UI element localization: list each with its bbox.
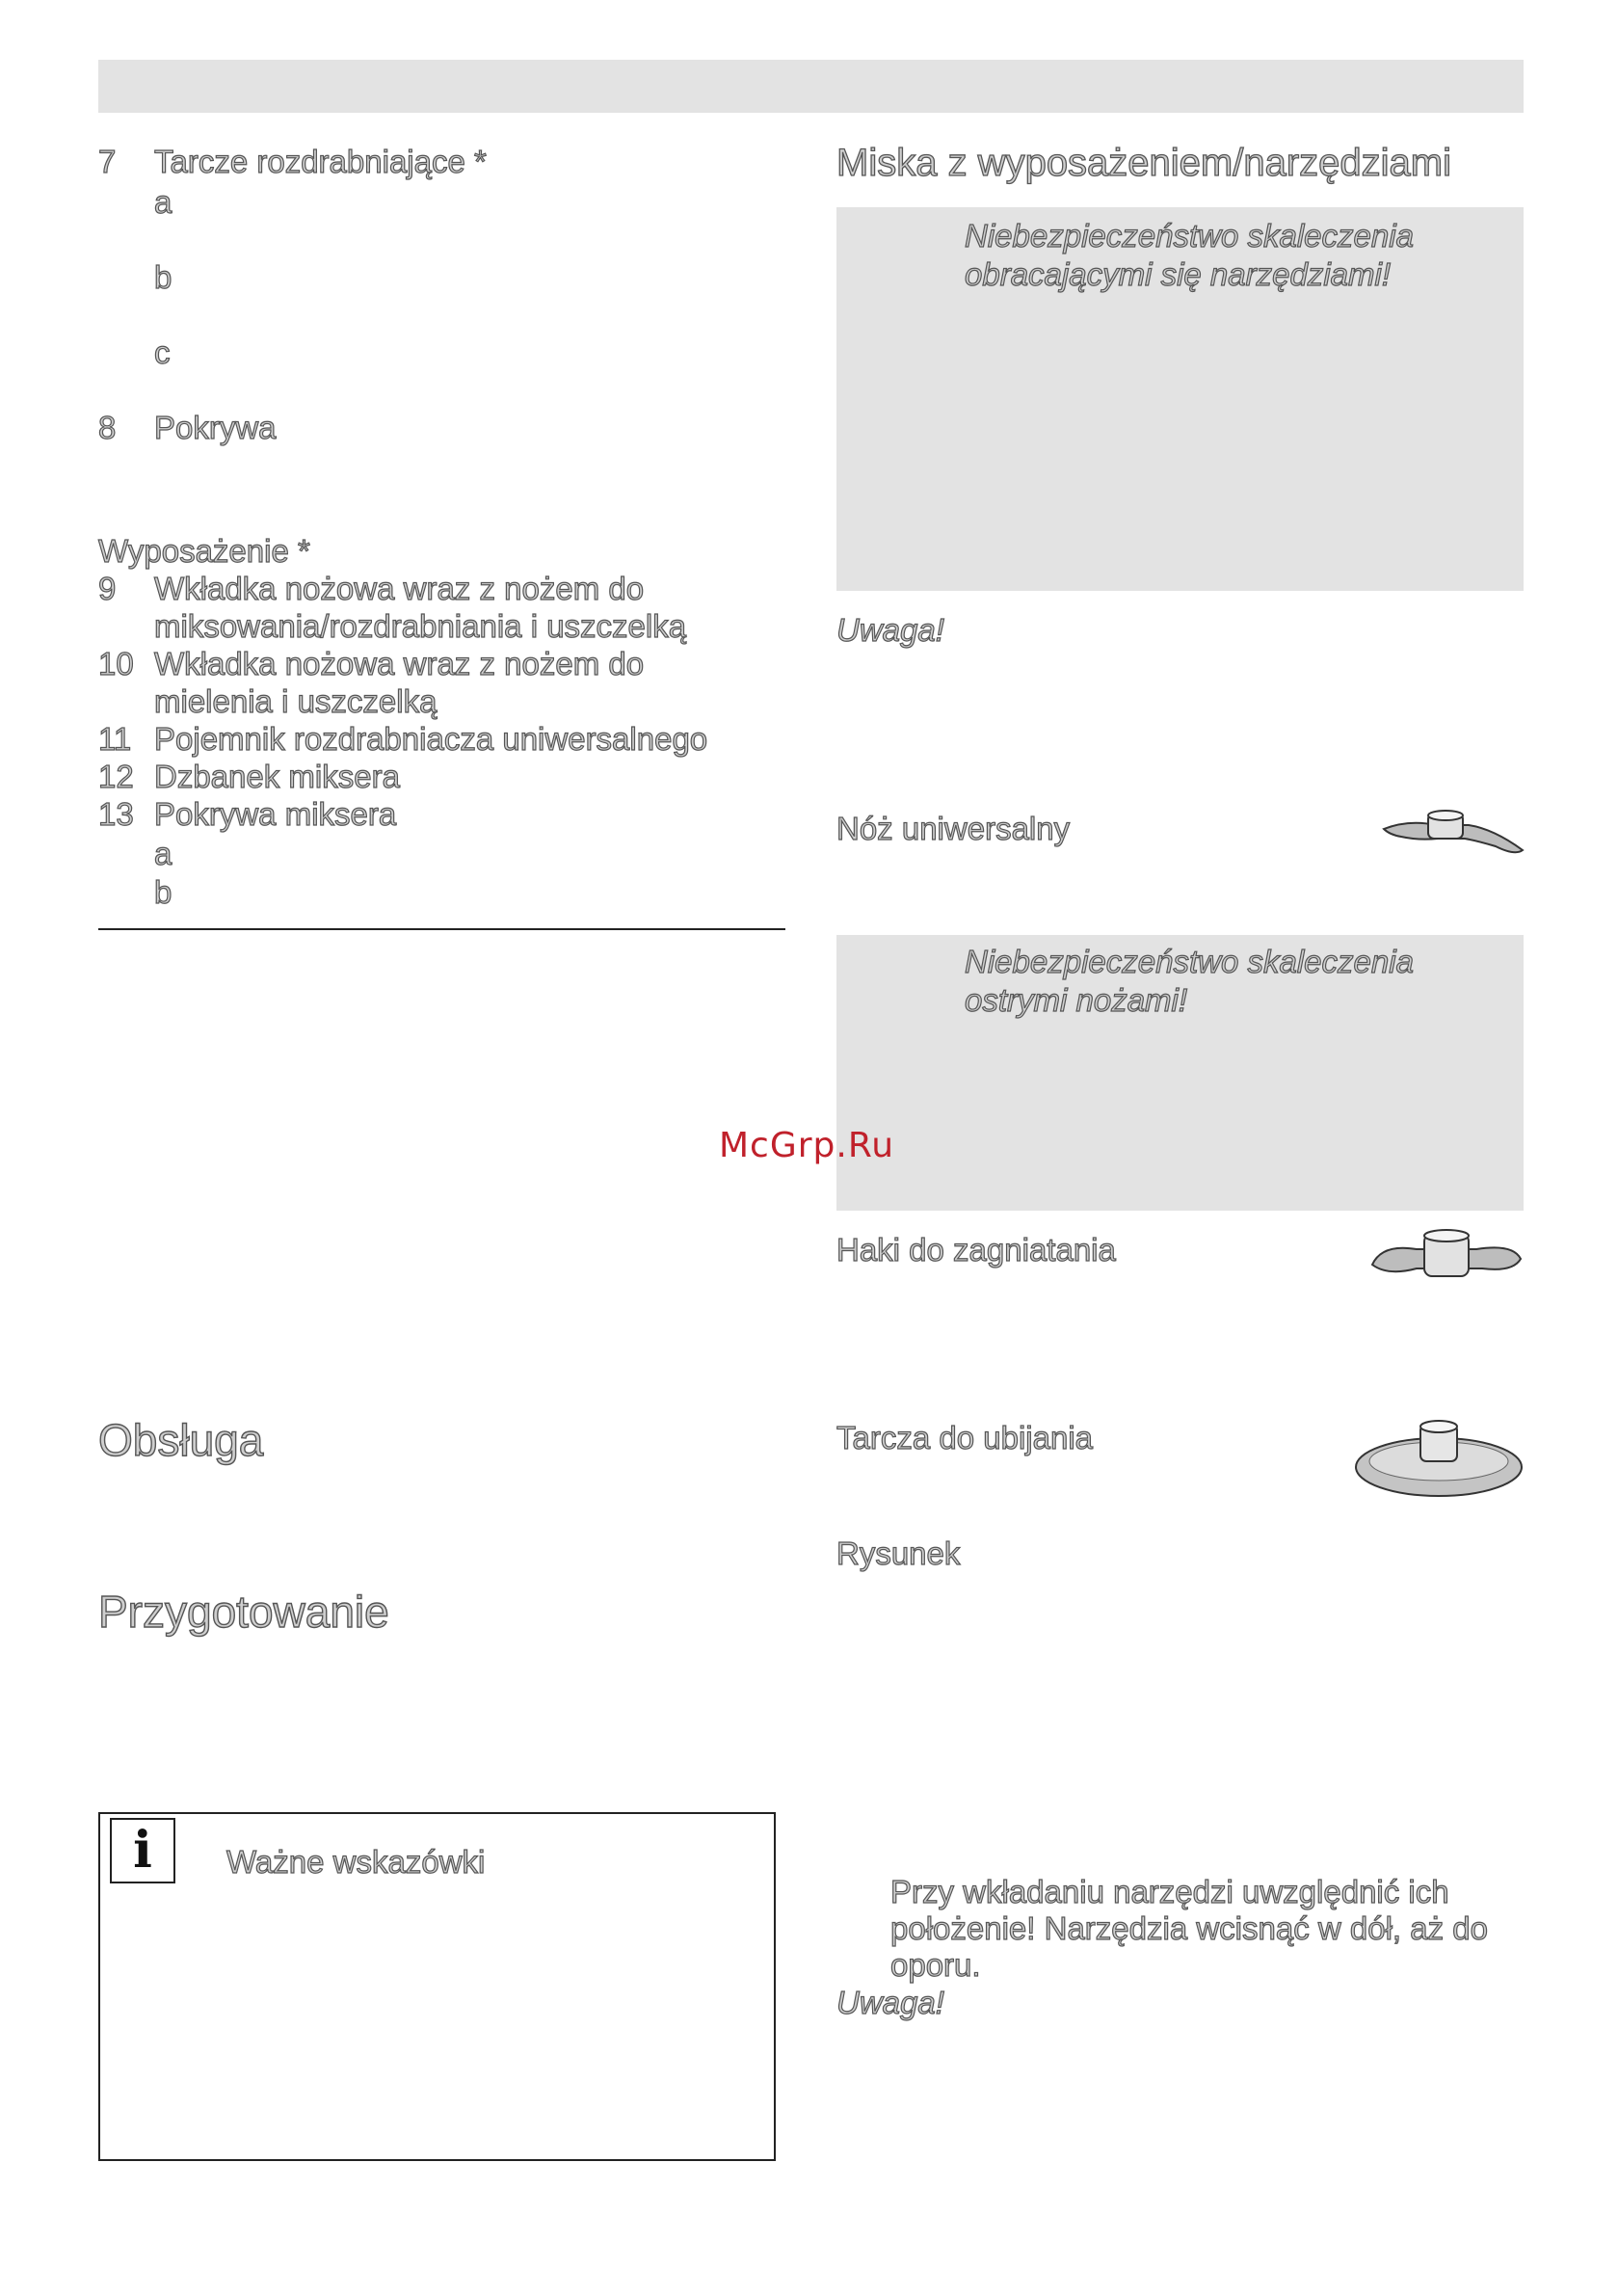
warning-box xyxy=(836,207,1524,591)
sub-letter: c xyxy=(154,334,171,370)
section-divider xyxy=(98,928,785,930)
warning-line: obracającymi się narzędziami! xyxy=(965,256,1392,292)
sub-letter: b xyxy=(154,874,172,910)
item-label: miksowania/rozdrabniania i uszczelką xyxy=(154,608,687,644)
caution-label: Uwaga! xyxy=(836,1985,944,2020)
kneading-hook-icon xyxy=(1368,1226,1525,1294)
item-label: Dzbanek miksera xyxy=(154,759,400,794)
item-label: mielenia i uszczelką xyxy=(154,683,438,719)
item-number: 13 xyxy=(98,796,134,832)
sub-letter: b xyxy=(154,259,172,295)
subheading-universal-blade: Nóż uniwersalny xyxy=(836,811,1071,846)
note-line: oporu. xyxy=(890,1947,981,1983)
universal-blade-icon xyxy=(1380,808,1525,864)
item-number: 7 xyxy=(98,144,117,179)
sub-letter: a xyxy=(154,836,172,871)
subheading-kneading-hook: Haki do zagniatania xyxy=(836,1232,1116,1268)
warning-line: Niebezpieczeństwo skaleczenia xyxy=(965,944,1414,979)
info-box xyxy=(98,1812,776,2161)
info-title: Ważne wskazówki xyxy=(226,1844,486,1880)
info-icon: i xyxy=(110,1818,175,1883)
item-label: Pokrywa xyxy=(154,410,277,445)
item-label: Wkładka nożowa wraz z nożem do xyxy=(154,571,645,606)
header-bar xyxy=(98,60,1524,113)
sub-letter: a xyxy=(154,184,172,220)
section-heading-obsluga: Obsługa xyxy=(98,1415,264,1465)
watermark: McGrp.Ru xyxy=(719,1126,895,1165)
note-line: Przy wkładaniu narzędzi uwzględnić ich xyxy=(890,1874,1449,1909)
item-label: Pokrywa miksera xyxy=(154,796,397,832)
caution-label: Uwaga! xyxy=(836,612,944,648)
item-label: Wkładka nożowa wraz z nożem do xyxy=(154,646,645,681)
item-number: 10 xyxy=(98,646,134,681)
accessories-heading: Wyposażenie * xyxy=(98,533,310,569)
item-number: 12 xyxy=(98,759,134,794)
item-label: Pojemnik rozdrabniacza uniwersalnego xyxy=(154,721,708,757)
item-number: 9 xyxy=(98,571,117,606)
warning-line: ostrymi nożami! xyxy=(965,982,1188,1018)
section-heading-bowl: Miska z wyposażeniem/narzędziami xyxy=(836,142,1452,184)
warning-box xyxy=(836,935,1524,1211)
note-line: położenie! Narzędzia wcisnąć w dół, aż do xyxy=(890,1910,1488,1946)
subheading-figure: Rysunek xyxy=(836,1535,961,1571)
section-heading-przygotowanie: Przygotowanie xyxy=(98,1587,389,1637)
subheading-whisk-disc: Tarcza do ubijania xyxy=(836,1420,1093,1455)
item-number: 8 xyxy=(98,410,117,445)
item-number: 11 xyxy=(98,721,132,757)
item-label: Tarcze rozdrabniające * xyxy=(154,144,487,179)
warning-line: Niebezpieczeństwo skaleczenia xyxy=(965,218,1414,254)
whisk-disc-icon xyxy=(1353,1417,1525,1500)
